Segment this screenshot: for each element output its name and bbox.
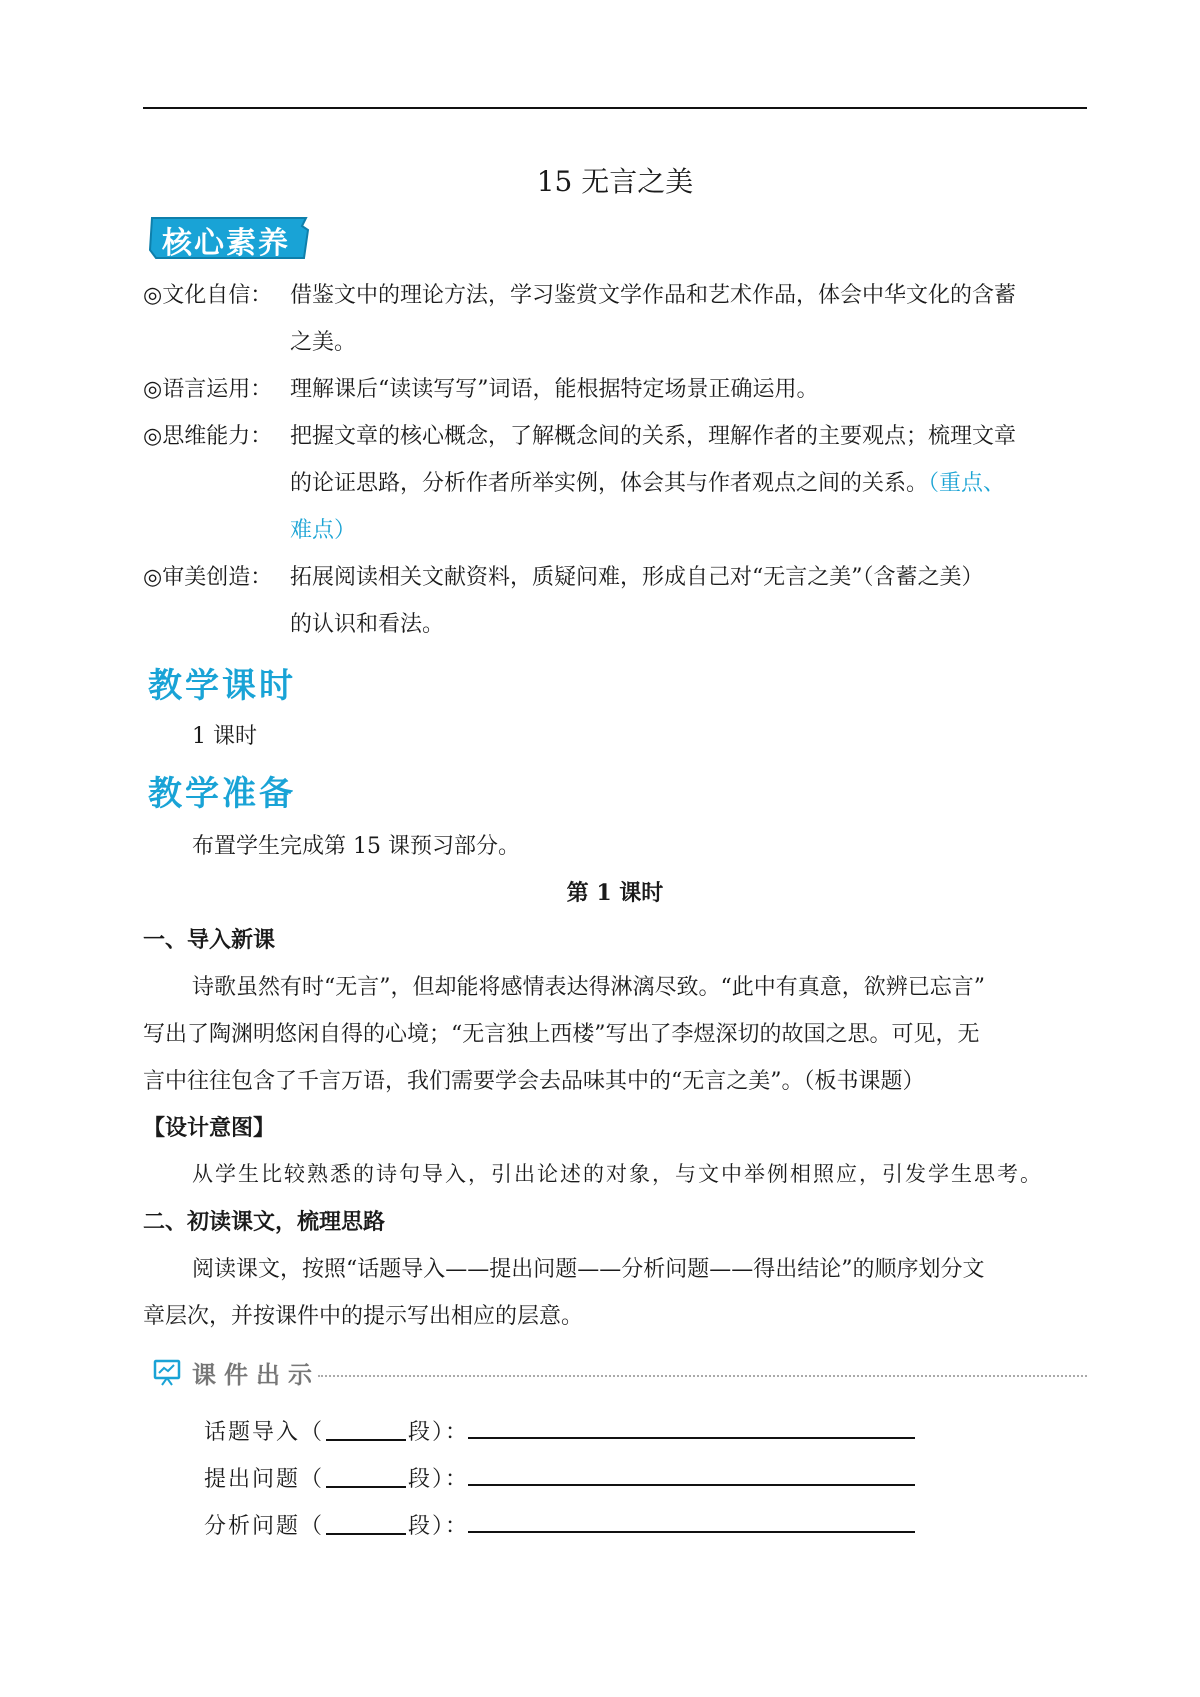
banner-label: 核心素养 [162, 226, 290, 261]
courseware-row-intro [204, 1415, 469, 1446]
row-suffix: 段）： [408, 1514, 470, 1539]
meaning-blank[interactable] [468, 1531, 915, 1533]
presentation-icon [152, 1357, 182, 1387]
courseware-dotted-rule [318, 1375, 1087, 1377]
meaning-blank[interactable] [468, 1437, 915, 1439]
literacy-label-thinking: ◎思维能力： [143, 424, 273, 449]
literacy-label-aesthetic: ◎审美创造： [143, 565, 273, 590]
paragraph-blank[interactable] [326, 1513, 406, 1535]
paragraph-blank[interactable] [326, 1419, 406, 1441]
row-label: 话题导入（ [204, 1420, 325, 1445]
literacy-text-culture-line2: 之美。 [290, 330, 357, 355]
courseware-row-analysis [204, 1509, 469, 1540]
literacy-label-culture: ◎文化自信： [143, 283, 273, 308]
row-suffix: 段）： [408, 1467, 470, 1492]
lesson-period-title: 第 1 课时 [566, 880, 664, 906]
section-heading-period: 教学课时 [148, 666, 296, 706]
literacy-text-aesthetic-line2: 的认识和看法。 [290, 612, 445, 637]
design-intent-text: 从学生比较熟悉的诗句导入，引出论述的对象，与文中举例相照应，引发学生思考。 [192, 1162, 1043, 1186]
part1-heading: 一、导入新课 [143, 927, 276, 953]
literacy-label-language: ◎语言运用： [143, 377, 273, 402]
courseware-header [150, 1355, 1087, 1389]
meaning-blank[interactable] [468, 1484, 915, 1486]
courseware-row-question [204, 1462, 469, 1493]
paragraph-blank[interactable] [326, 1466, 406, 1488]
prep-text: 布置学生完成第 15 课预习部分。 [192, 834, 520, 859]
row-suffix: 段）： [408, 1420, 470, 1445]
literacy-text-aesthetic-line1: 拓展阅读相关文献资料，质疑问难，形成自己对“无言之美”（含蓄之美） [290, 565, 984, 590]
part2-para-line2: 章层次，并按课件中的提示写出相应的层意。 [143, 1304, 584, 1329]
literacy-text-thinking-line1: 把握文章的核心概念，了解概念间的关系，理解作者的主要观点；梳理文章 [290, 424, 1017, 449]
difficulty-marker: 难点） [290, 518, 357, 543]
section-heading-prep: 教学准备 [148, 774, 296, 814]
part1-para-line3: 言中往往包含了千言万语，我们需要学会去品味其中的“无言之美”。（板书课题） [143, 1069, 925, 1094]
part2-heading: 二、初读课文，梳理思路 [143, 1209, 386, 1235]
literacy-text-culture-line1: 借鉴文中的理论方法，学习鉴赏文学作品和艺术作品，体会中华文化的含蓄 [290, 283, 1017, 308]
key-point-marker: （重点、 [928, 471, 1006, 496]
part2-para-line1: 阅读课文，按照“话题导入——提出问题——分析问题——得出结论”的顺序划分文 [192, 1257, 985, 1282]
literacy-text-language: 理解课后“读读写写”词语，能根据特定场景正确运用。 [290, 377, 819, 402]
courseware-label: 课件出示 [192, 1361, 320, 1389]
lesson-title: 15 无言之美 [536, 165, 694, 198]
row-label: 提出问题（ [204, 1467, 325, 1492]
literacy-text-thinking-line2 [290, 466, 1005, 497]
literacy-text-thinking-body: 的论证思路，分析作者所举实例，体会其与作者观点之间的关系。 [290, 471, 929, 496]
part1-para-line1: 诗歌虽然有时“无言”，但却能将感情表达得淋漓尽致。“此中有真意，欲辨已忘言” [192, 975, 985, 1000]
header-rule [143, 107, 1087, 109]
design-intent-heading: 【设计意图】 [143, 1115, 276, 1141]
period-text: 1 课时 [192, 724, 257, 749]
row-label: 分析问题（ [204, 1514, 325, 1539]
part1-para-line2: 写出了陶渊明悠闲自得的心境；“无言独上西楼”写出了李煜深切的故国之思。可见，无 [143, 1022, 980, 1047]
core-literacy-banner [148, 216, 312, 260]
